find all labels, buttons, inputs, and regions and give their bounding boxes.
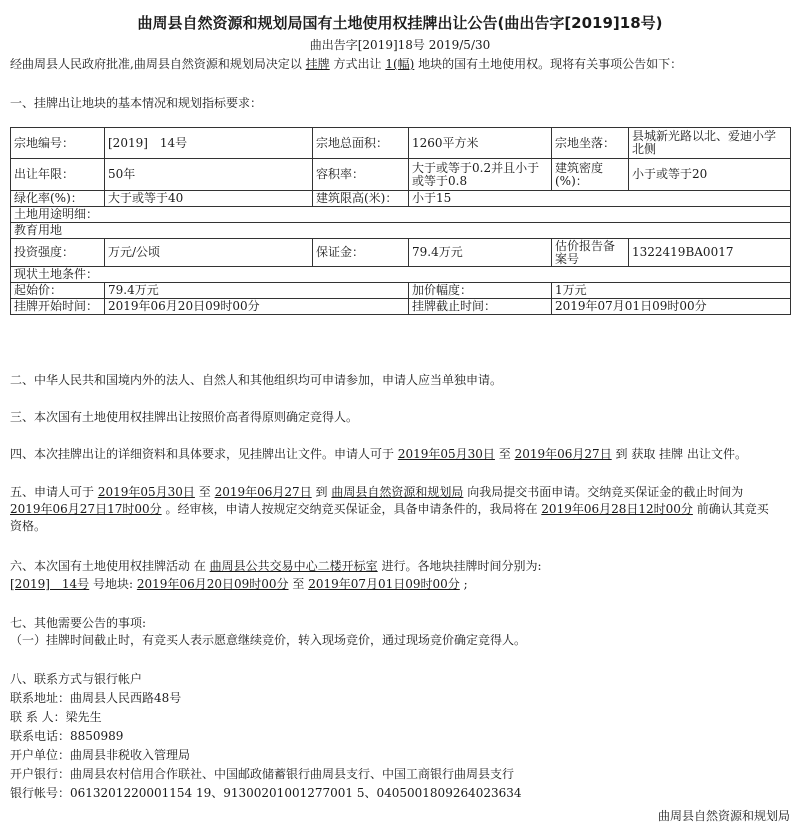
table-label: 起始价： [11, 283, 105, 299]
table-value: 小于15 [409, 191, 791, 207]
place-link[interactable]: 曲周县自然资源和规划局 [331, 485, 464, 499]
contact-person: 联 系 人：梁先生 [10, 710, 102, 724]
bank-list: 开户银行：曲周县农村信用合作联社、中国邮政储蓄银行曲周县支行、中国工商银行曲周县支行 [10, 767, 515, 781]
table-label: 挂牌截止时间： [409, 299, 552, 315]
section8-heading: 八、联系方式与银行帐户 [10, 672, 143, 686]
parcel-link[interactable]: [2019] 14号 [10, 577, 90, 591]
table-value: 2019年07月01日09时00分 [552, 299, 791, 315]
section1-heading: 一、挂牌出让地块的基本情况和规划指标要求： [10, 96, 263, 110]
table-row [11, 283, 791, 299]
table-label: 宗地编号： [11, 128, 105, 159]
table-value: [2019] 14号 [105, 128, 313, 159]
table-label: 建筑密度(%)： [552, 159, 629, 191]
table-label: 宗地坐落： [552, 128, 629, 159]
table-row [11, 128, 791, 159]
section2-text: 二、中华人民共和国境内外的法人、自然人和其他组织均可申请参加，申请人应当单独申请。 [10, 373, 503, 387]
section5-text: 五、申请人可于 2019年05月30日 至 2019年06月27日 到 曲周县自然资源和规划局 向我局提交书面申请。交纳竞买保证金的截止时间为 [10, 485, 744, 499]
date-link[interactable]: 2019年06月20日09时00分 [136, 577, 289, 591]
table-label: 出让年限： [11, 159, 105, 191]
section3-text: 三、本次国有土地使用权挂牌出让按照价高者得原则确定竞得人。 [10, 410, 359, 424]
table-value: 1322419BA0017 [629, 239, 791, 267]
account-number: 银行帐号：0613201220001154 19、91300201001277001 5、0405001809264023634 [10, 786, 522, 800]
table-label: 估价报告备案号 [552, 239, 629, 267]
date-link[interactable]: 2019年05月30日 [97, 485, 195, 499]
table-label: 保证金： [313, 239, 409, 267]
table-value: 小于或等于20 [629, 159, 791, 191]
section7-heading: 七、其他需要公告的事项: [10, 616, 147, 630]
table-label: 绿化率(%)： [11, 191, 105, 207]
table-value: 50年 [105, 159, 313, 191]
reference-date: 曲出告字[2019]18号 2019/5/30 [309, 38, 491, 52]
table-label: 宗地总面积： [313, 128, 409, 159]
date-link[interactable]: 2019年06月27日17时00分 [10, 502, 162, 516]
table-row [11, 223, 791, 239]
section4-text: 四、本次挂牌出让的详细资料和具体要求，见挂牌出让文件。申请人可于 2019年05月30日 至 2019年06月27日 到 获取 挂牌 出让文件。 [10, 447, 747, 461]
issuer-signature: 曲周县自然资源和规划局 [657, 809, 790, 823]
page-title: 曲周县自然资源和规划局国有土地使用权挂牌出让公告(曲出告字[2019]18号) [137, 14, 663, 32]
contact-address: 联系地址：曲周县人民西路48号 [10, 691, 182, 705]
table-label: 建筑限高(米)： [313, 191, 409, 207]
table-row [11, 191, 791, 207]
table-value: 大于或等于0.2并且小于或等于0.8 [409, 159, 552, 191]
table-value: 万元/公顷 [105, 239, 313, 267]
table-value: 大于或等于40 [105, 191, 313, 207]
date-link[interactable]: 2019年07月01日09时00分 [308, 577, 460, 591]
parcel-table [10, 127, 791, 315]
section5-text-3: 资格。 [10, 519, 47, 533]
method-link[interactable]: 挂牌 [305, 57, 330, 71]
place-link[interactable]: 曲周县公共交易中心二楼开标室 [209, 559, 378, 573]
table-label: 加价幅度： [409, 283, 552, 299]
table-row [11, 267, 791, 283]
section6-schedule: [2019] 14号 号地块: 2019年06月20日09时00分 至 2019年07月01日09时00分 ; [10, 577, 468, 591]
date-link[interactable]: 2019年06月27日 [514, 447, 612, 461]
intro-paragraph: 经曲周县人民政府批准,曲周县自然资源和规划局决定以 挂牌 方式出让 1(幅) 地块的国有土地使用权。现将有关事项公告如下： [10, 57, 683, 71]
table-label: 投资强度： [11, 239, 105, 267]
table-value: 79.4万元 [409, 239, 552, 267]
section7-item: （一）挂牌时间截止时，有竞买人表示愿意继续竞价，转入现场竞价，通过现场竞价确定竞得人。 [10, 633, 527, 647]
table-value: 1260平方米 [409, 128, 552, 159]
table-label: 现状土地条件： [11, 267, 791, 283]
date-link[interactable]: 2019年05月30日 [397, 447, 495, 461]
table-value: 79.4万元 [105, 283, 409, 299]
table-row [11, 159, 791, 191]
table-value: 教育用地 [11, 223, 791, 239]
table-value: 2019年06月20日09时00分 [105, 299, 409, 315]
table-row [11, 299, 791, 315]
date-link[interactable]: 2019年06月27日 [214, 485, 312, 499]
table-label: 容积率： [313, 159, 409, 191]
table-label: 土地用途明细： [11, 207, 791, 223]
table-label: 挂牌开始时间： [11, 299, 105, 315]
table-row [11, 207, 791, 223]
date-link[interactable]: 2019年06月28日12时00分 [541, 502, 693, 516]
count-link[interactable]: 1(幅) [385, 57, 415, 71]
table-value: 1万元 [552, 283, 791, 299]
contact-phone: 联系电话：8850989 [10, 729, 124, 743]
section6-text: 六、本次国有土地使用权挂牌活动 在 曲周县公共交易中心二楼开标室 进行。各地块挂牌时间分别为: [10, 559, 542, 573]
account-unit: 开户单位：曲周县非税收入管理局 [10, 748, 191, 762]
table-row [11, 239, 791, 267]
section5-text-2: 2019年06月27日17时00分 。经审核，申请人按规定交纳竞买保证金，具备申请条件的，我局将在 2019年06月28日12时00分 前确认其竞买 [10, 502, 769, 516]
table-value: 县城新光路以北、爱迪小学北侧 [629, 128, 791, 159]
